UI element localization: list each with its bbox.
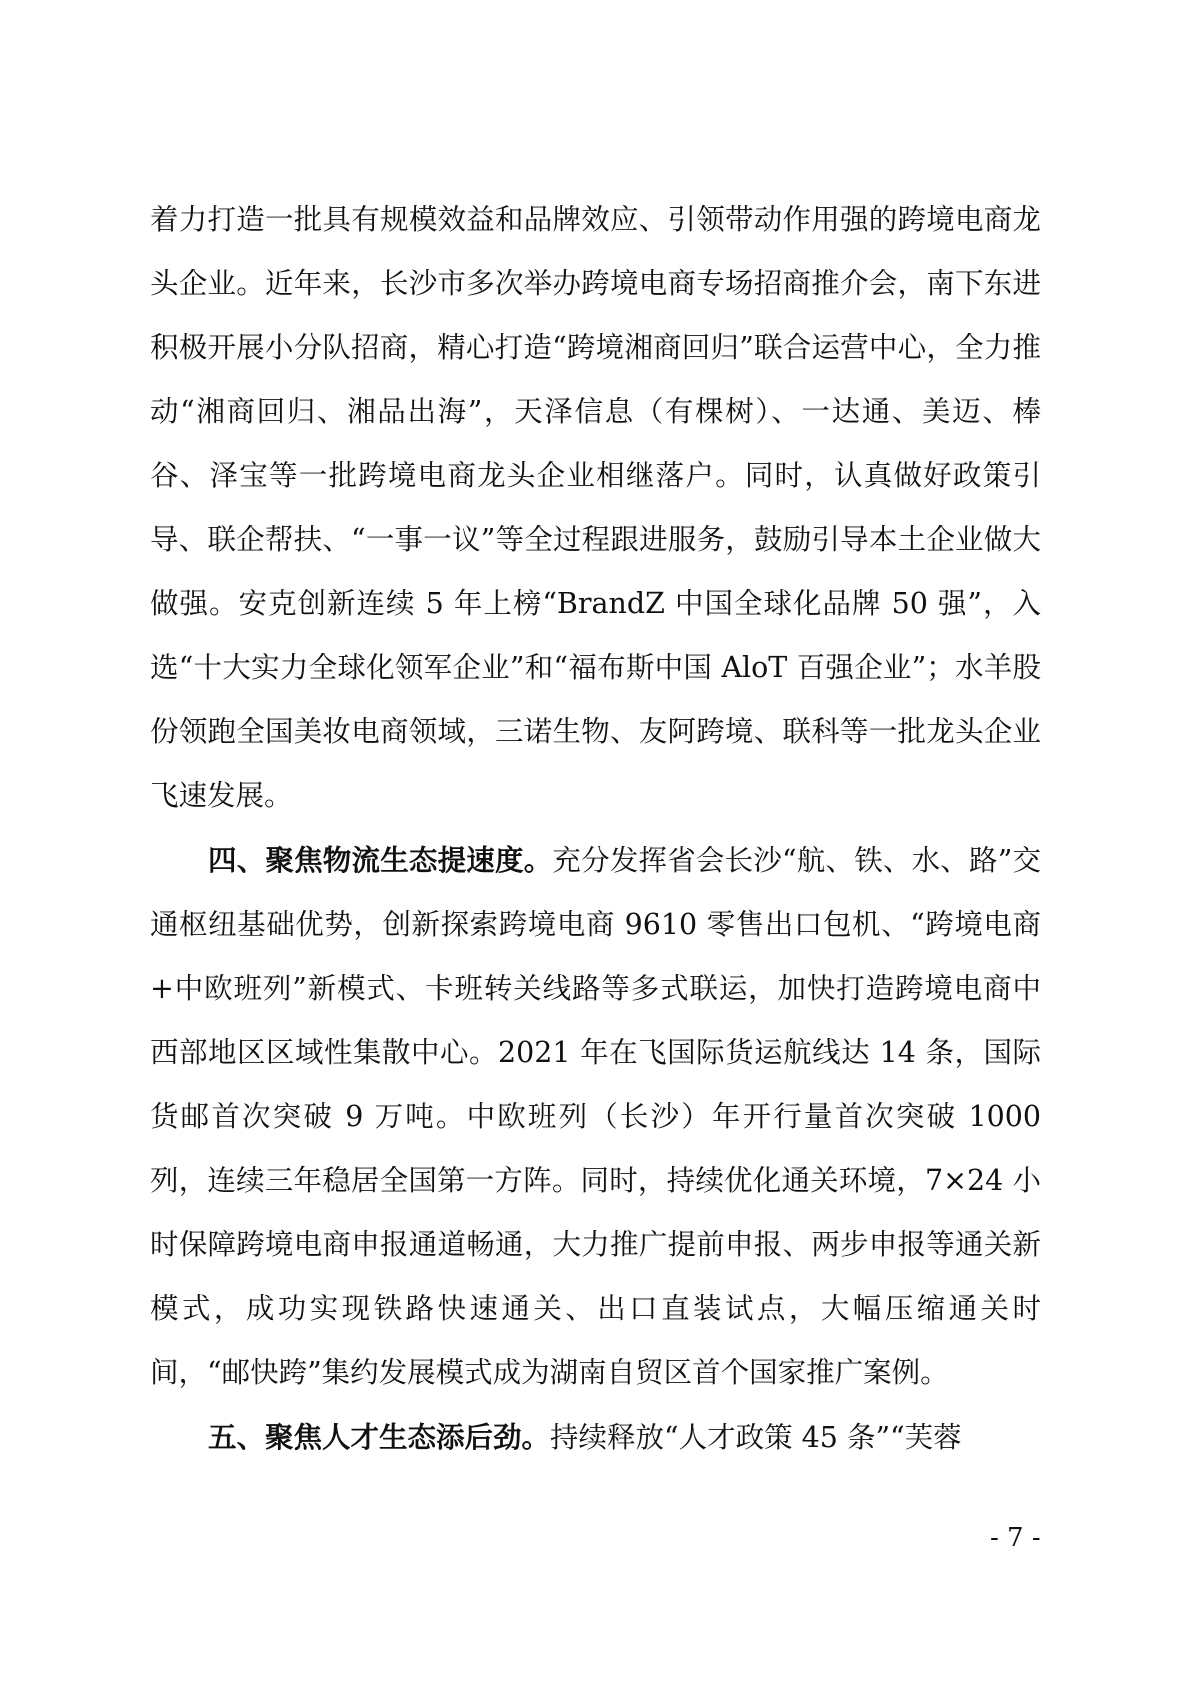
paragraph-text: 持续释放“人才政策 45 条”“芙蓉 — [550, 1421, 962, 1454]
paragraph-logistics — [150, 828, 1041, 1405]
paragraph-talent — [150, 1405, 1041, 1470]
page-number: - 7 - — [990, 1523, 1041, 1553]
page-body — [150, 188, 1041, 1470]
paragraph-continuation — [150, 188, 1041, 828]
paragraph-heading: 四、聚焦物流生态提速度。 — [208, 843, 553, 877]
paragraph-text: 充分发挥省会长沙“航、铁、水、路”交通枢纽基础优势，创新探索跨境电商 9610 零售出口包机、“跨境电商+中欧班列”新模式、卡班转关线路等多式联运，加快打造跨境电商中西部地区区域性集散中心。2021 年在飞国际货运航线达 14 条，国际货邮首次突破 9 万吨。中欧班列（长沙）年开行量首次突破 1000 列，连续三年稳居全国第一方阵。同时，持续优化通关环境，7×24 小时保障跨境电商申报通道畅通，大力推广提前申报、两步申报等通关新模式，成功实现铁路快速通关、出口直装试点，大幅压缩通关时间，“邮快跨”集约发展模式成为湖南自贸区首个国家推广案例。 — [150, 844, 1041, 1389]
paragraph-text: 着力打造一批具有规模效益和品牌效应、引领带动作用强的跨境电商龙头企业。近年来，长沙市多次举办跨境电商专场招商推介会，南下东进积极开展小分队招商，精心打造“跨境湘商回归”联合运营中心，全力推动“湘商回归、湘品出海”，天泽信息（有棵树）、一达通、美迈、棒谷、泽宝等一批跨境电商龙头企业相继落户。同时，认真做好政策引导、联企帮扶、“一事一议”等全过程跟进服务，鼓励引导本土企业做大做强。安克创新连续 5 年上榜“BrandZ 中国全球化品牌 50 强”，入选“十大实力全球化领军企业”和“福布斯中国 AloT 百强企业”；水羊股份领跑全国美妆电商领域，三诺生物、友阿跨境、联科等一批龙头企业飞速发展。 — [150, 203, 1041, 812]
paragraph-heading: 五、聚焦人才生态添后劲。 — [208, 1420, 551, 1454]
